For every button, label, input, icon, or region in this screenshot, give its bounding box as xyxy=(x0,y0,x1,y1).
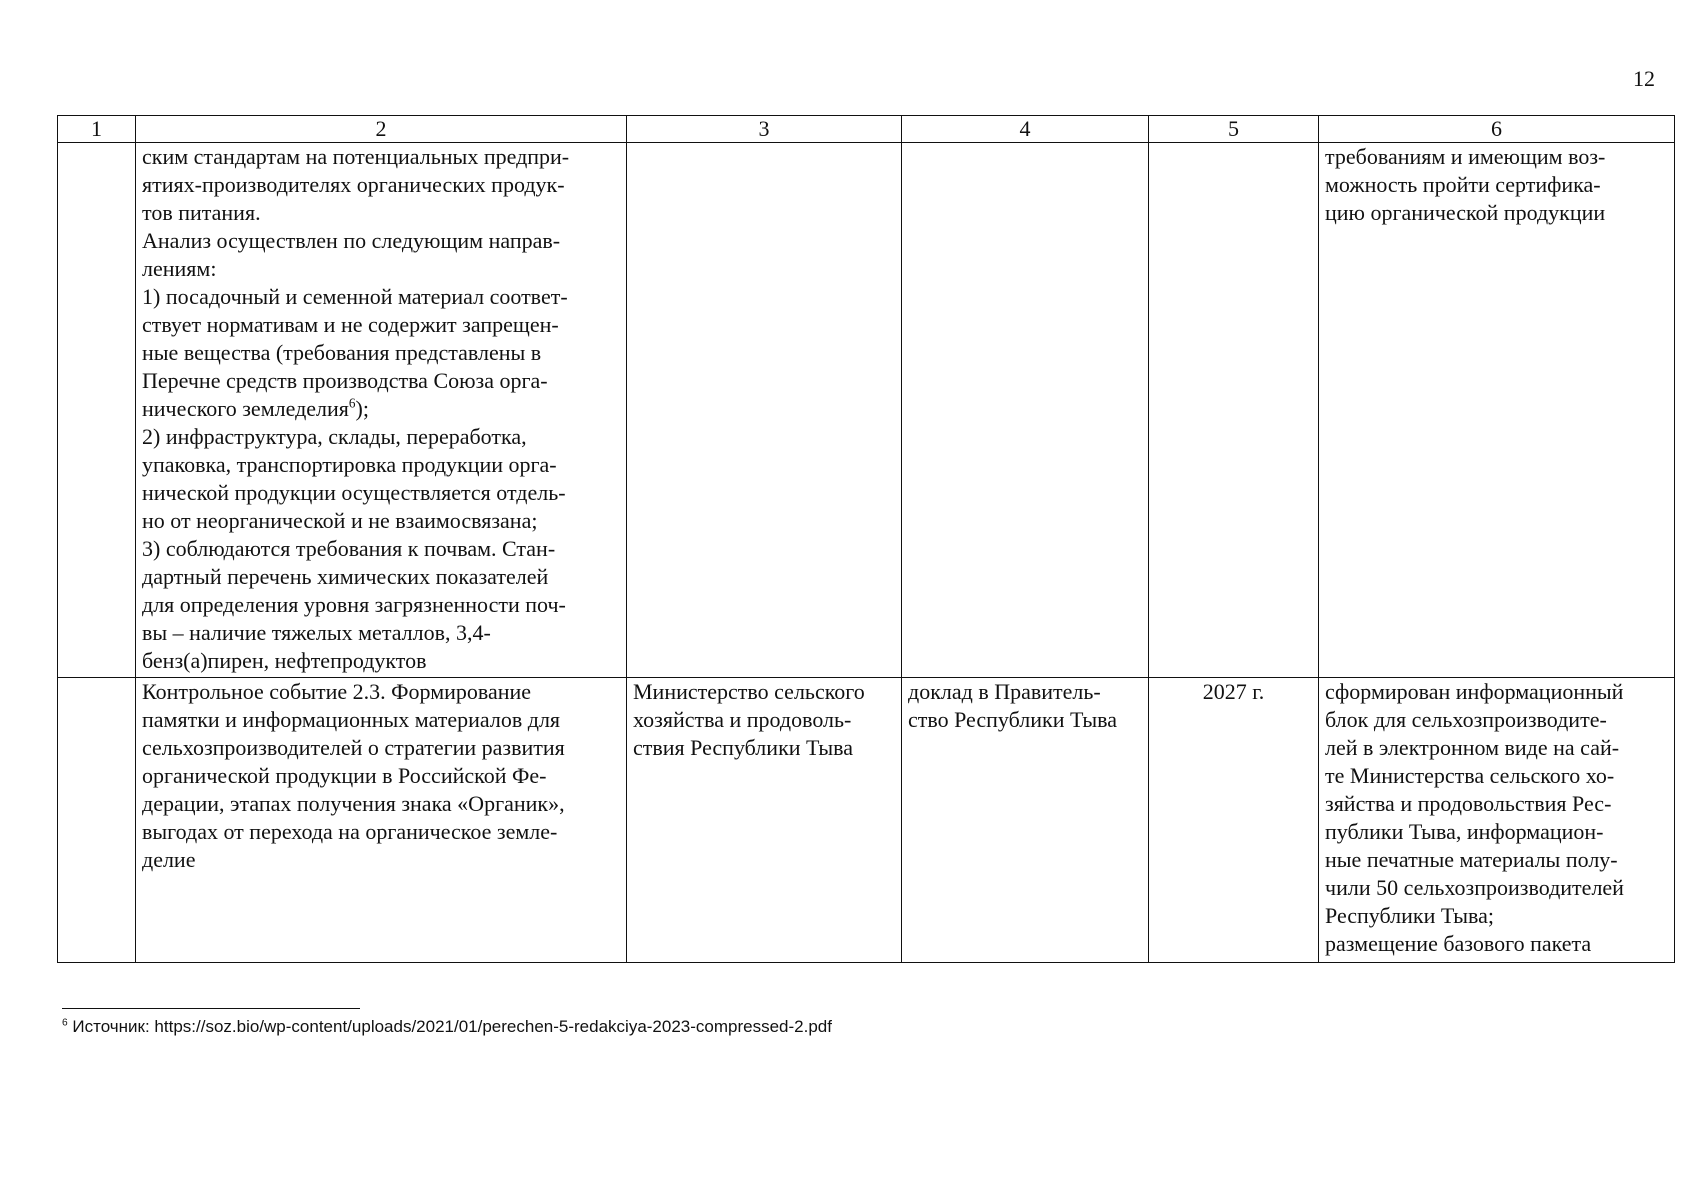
column-header-2: 2 xyxy=(136,116,627,143)
column-header-6: 6 xyxy=(1319,116,1675,143)
table-cell-col4: доклад в Правитель- ство Республики Тыва xyxy=(902,678,1149,963)
table-row xyxy=(58,143,1675,678)
table-cell-col6: требованиям и имеющим воз- можность пройти сертифика- цию органической продукции xyxy=(1319,143,1675,678)
page-number: 12 xyxy=(1633,66,1655,91)
table-row xyxy=(58,678,1675,963)
table-cell-col4 xyxy=(902,143,1149,678)
footnote-text: Источник: https://soz.bio/wp-content/uploads/2021/01/perechen-5-redakciya-2023-compressed-2.pdf xyxy=(67,1017,832,1036)
footnote-divider xyxy=(62,1008,360,1009)
analysis-text-part1: ским стандартам на потенциальных предпри- ятиях-производителях органических продук- тов питания. Анализ осуществлен по следующим направ- лениям: 1) посадочный и семенной материал соответ- ствует нормативам и не содержит запрещен- ные вещества (требования представлены в Перечне средств производства Союза орга- нического земледелия xyxy=(142,144,570,421)
data-table xyxy=(57,115,1675,963)
table-header-row xyxy=(58,116,1675,143)
footnote-marker: 6 xyxy=(62,1017,68,1029)
column-header-4: 4 xyxy=(902,116,1149,143)
table-cell-col6: сформирован информационный блок для сельхозпроизводите- лей в электронном виде на сай- те Министерства сельского хо- зяйства и продовольствия Рес- публики Тыва, информацион- ные печатные материалы полу- чили 50 сельхозпроизводителей Республики Тыва; размещение базового пакета xyxy=(1319,678,1675,963)
table-cell-col1 xyxy=(58,143,136,678)
analysis-text-part2: ); 2) инфраструктура, склады, переработка, упаковка, транспортировка продукции орга- нической продукции осуществляется отдель- но от неорганической и не взаимосвязана; 3) соблюдаются требования к почвам. Стан- дартный перечень химических показателей для определения уровня загрязненности поч- вы – наличие тяжелых металлов, 3,4- бенз(а)пирен, нефтепродуктов xyxy=(142,396,566,673)
footnote-ref-marker: 6 xyxy=(348,395,356,411)
table-cell-col2: Контрольное событие 2.3. Формирование памятки и информационных материалов для сельхозпроизводителей о стратегии развития органической продукции в Российской Фе- дерации, этапах получения знака «Органик», выгодах от перехода на органическое земле- делие xyxy=(136,678,627,963)
table-cell-col5 xyxy=(1149,143,1319,678)
table-cell-col3: Министерство сельского хозяйства и продоволь- ствия Республики Тыва xyxy=(627,678,902,963)
table-cell-col5: 2027 г. xyxy=(1149,678,1319,963)
column-header-1: 1 xyxy=(58,116,136,143)
table-cell-col1 xyxy=(58,678,136,963)
table-cell-col2 xyxy=(136,143,627,678)
column-header-3: 3 xyxy=(627,116,902,143)
footnote xyxy=(62,1016,832,1038)
table-cell-col3 xyxy=(627,143,902,678)
column-header-5: 5 xyxy=(1149,116,1319,143)
